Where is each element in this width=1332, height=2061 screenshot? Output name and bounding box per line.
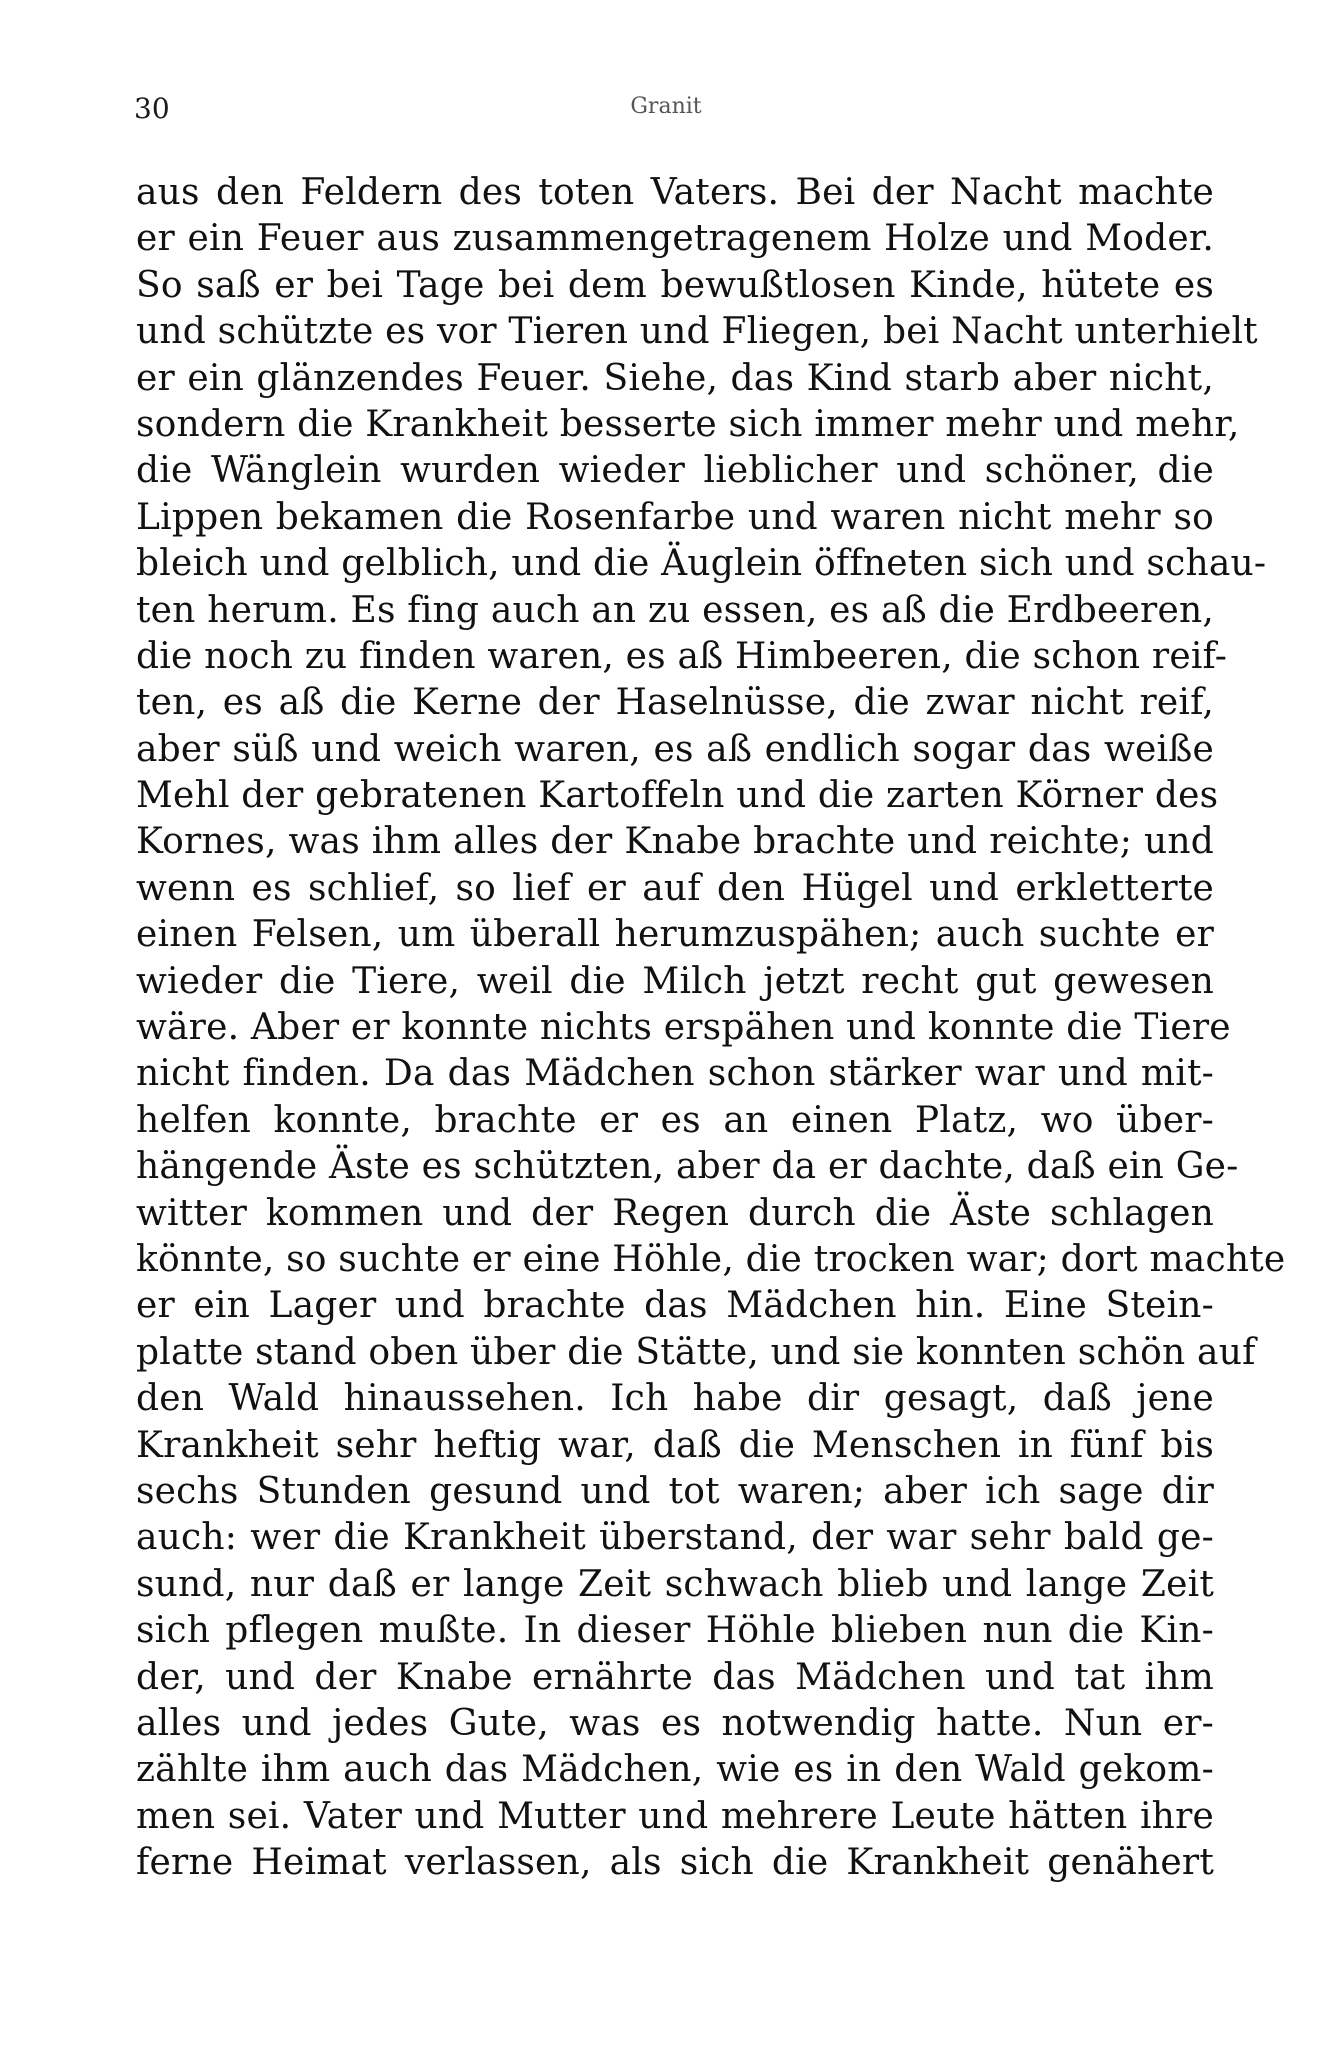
text-line: sechs Stunden gesund und tot waren; aber ich sage dir bbox=[136, 1470, 1214, 1512]
text-line: alles und jedes Gute, was es notwendig hatte. Nun er- bbox=[136, 1702, 1214, 1744]
text-line: die noch zu finden waren, es aß Himbeeren, die schon reif- bbox=[136, 635, 1228, 677]
text-line: men sei. Vater und Mutter und mehrere Leute hätten ihre bbox=[136, 1795, 1214, 1837]
text-line: den Wald hinaussehen. Ich habe dir gesagt, daß jene bbox=[136, 1378, 1214, 1420]
text-line: ten, es aß die Kerne der Haselnüsse, die zwar nicht reif, bbox=[136, 682, 1214, 724]
text-line: sich pflegen mußte. In dieser Höhle blieben nun die Kin- bbox=[136, 1610, 1214, 1652]
text-line: er ein Feuer aus zusammengetragenem Holze und Moder. bbox=[136, 218, 1214, 260]
text-line: der, und der Knabe ernährte das Mädchen und tat ihm bbox=[136, 1656, 1214, 1698]
text-line: Lippen bekamen die Rosenfarbe und waren nicht mehr so bbox=[136, 496, 1214, 538]
text-line: sund, nur daß er lange Zeit schwach blieb und lange Zeit bbox=[136, 1563, 1214, 1605]
text-line: hängende Äste es schützten, aber da er dachte, daß ein Ge- bbox=[136, 1146, 1239, 1188]
text-line: einen Felsen, um überall herumzuspähen; auch suchte er bbox=[136, 914, 1214, 956]
text-line: So saß er bei Tage bei dem bewußtlosen Kinde, hütete es bbox=[136, 264, 1214, 306]
text-line: er ein Lager und brachte das Mädchen hin. Eine Stein- bbox=[136, 1285, 1214, 1327]
running-head: Granit bbox=[630, 94, 702, 119]
text-line: bleich und gelblich, und die Äuglein öffneten sich und schau- bbox=[136, 543, 1267, 585]
text-line: ferne Heimat verlassen, als sich die Krankheit genähert bbox=[136, 1842, 1214, 1884]
text-line: witter kommen und der Regen durch die Äste schlagen bbox=[136, 1192, 1214, 1234]
text-line: auch: wer die Krankheit überstand, der war sehr bald ge- bbox=[136, 1517, 1214, 1559]
text-line: er ein glänzendes Feuer. Siehe, das Kind starb aber nicht, bbox=[136, 357, 1214, 399]
text-line: könnte, so suchte er eine Höhle, die trocken war; dort machte bbox=[136, 1238, 1286, 1280]
text-line: die Wänglein wurden wieder lieblicher und schöner, die bbox=[136, 450, 1214, 492]
text-line: und schützte es vor Tieren und Fliegen, bei Nacht unterhielt bbox=[136, 311, 1258, 353]
text-line: ten herum. Es fing auch an zu essen, es aß die Erdbeeren, bbox=[136, 589, 1214, 631]
text-line: Krankheit sehr heftig war, daß die Menschen in fünf bis bbox=[136, 1424, 1214, 1466]
text-line: sondern die Krankheit besserte sich immer mehr und mehr, bbox=[136, 403, 1240, 445]
text-line: aus den Feldern des toten Vaters. Bei der Nacht machte bbox=[136, 172, 1214, 213]
text-line: Mehl der gebratenen Kartoffeln und die zarten Körner des bbox=[136, 775, 1219, 817]
body-text bbox=[136, 170, 1286, 1886]
text-line: Kornes, was ihm alles der Knabe brachte und reichte; und bbox=[136, 821, 1214, 863]
text-line: zählte ihm auch das Mädchen, wie es in den Wald gekom- bbox=[136, 1749, 1214, 1791]
text-line: platte stand oben über die Stätte, und sie konnten schön auf bbox=[136, 1331, 1256, 1373]
page-number: 30 bbox=[134, 92, 170, 125]
text-line: wenn es schlief, so lief er auf den Hügel und erkletterte bbox=[136, 867, 1214, 909]
text-line: aber süß und weich waren, es aß endlich sogar das weiße bbox=[136, 728, 1214, 770]
text-line: helfen konnte, brachte er es an einen Platz, wo über- bbox=[136, 1099, 1214, 1141]
text-line: wäre. Aber er konnte nichts erspähen und konnte die Tiere bbox=[136, 1007, 1231, 1049]
text-line: wieder die Tiere, weil die Milch jetzt recht gut gewesen bbox=[136, 960, 1214, 1002]
text-line: nicht finden. Da das Mädchen schon stärker war und mit- bbox=[136, 1053, 1214, 1095]
